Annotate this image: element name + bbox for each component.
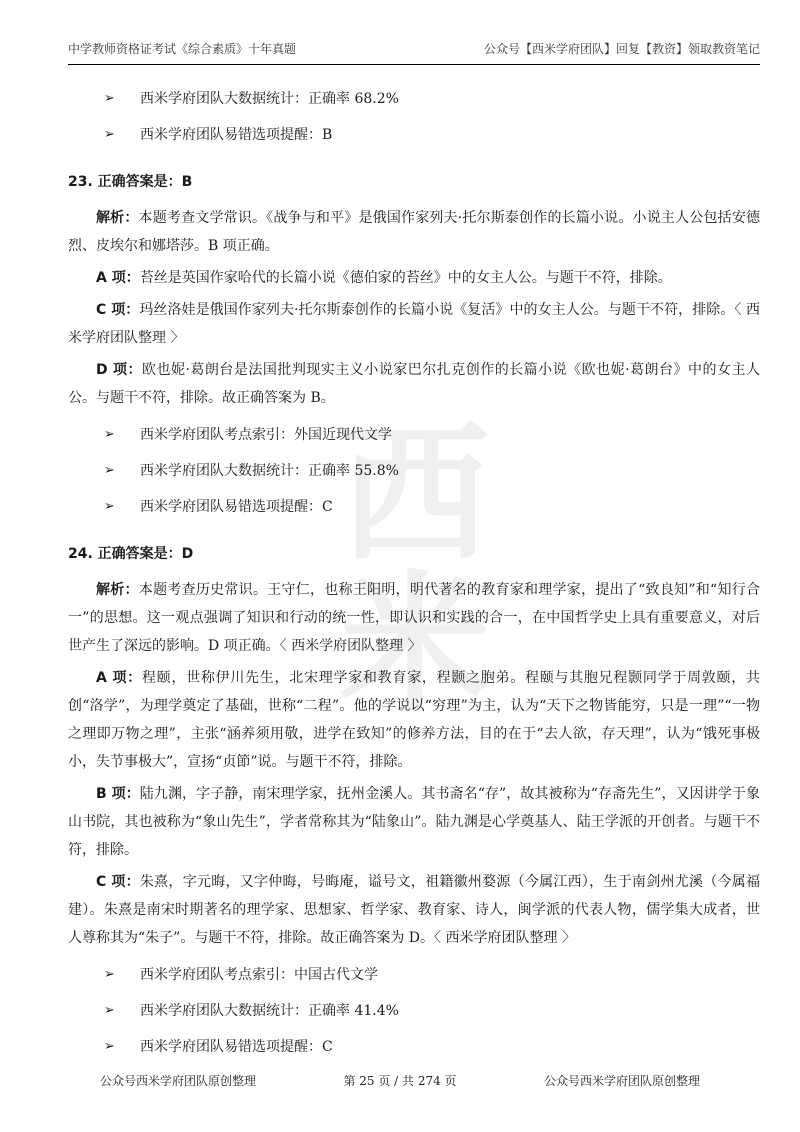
watermark-logo: 西米 xyxy=(339,408,490,732)
question-23-title: 23. 正确答案是：B xyxy=(68,174,193,190)
list-item: ➢ 西米学府团队易错选项提醒：C xyxy=(104,498,333,515)
list-item: ➢ 西米学府团队大数据统计：正确率 68.2% xyxy=(104,90,399,107)
page-content xyxy=(68,80,760,1064)
arrow-bullet-icon: ➢ xyxy=(104,126,115,142)
q24-option-b: B 项：陆九渊，字子静，南宋理学家，抚州金溪人。其书斋名“存”，故其被称为“存斋先生”，又因讲学于象山书院，其也被称为“象山先生”，学者常称其为“陆象山”。陆九渊是心学奠基人、陆王学派的开创者。与题干不符，排除。 xyxy=(68,786,760,858)
arrow-bullet-icon: ➢ xyxy=(104,462,115,478)
arrow-bullet-icon: ➢ xyxy=(104,90,115,106)
page-footer xyxy=(100,1072,700,1089)
q24-analysis: 解析：本题考查历史常识。王守仁，也称王阳明，明代著名的教育家和理学家，提出了“致良知”和“知行合一”的思想。这一观点强调了知识和行动的统一性，即认识和实践的合一，在中国哲学史上具有重要意义，对后世产生了深远的影响。D 项正确。〈 西米学府团队整理 〉 xyxy=(68,582,760,654)
q23-analysis: 解析：本题考查文学常识。《战争与和平》是俄国作家列夫·托尔斯泰创作的长篇小说。小说主人公包括安德烈、皮埃尔和娜塔莎。B 项正确。 xyxy=(68,210,760,254)
arrow-bullet-icon: ➢ xyxy=(104,426,115,442)
q23-option-a: A 项：苔丝是英国作家哈代的长篇小说《德伯家的苔丝》中的女主人公。与题干不符，排除。 xyxy=(96,270,672,286)
list-item: ➢ 西米学府团队易错选项提醒：B xyxy=(104,126,333,143)
header-right: 公众号【西米学府团队】回复【教资】领取教资笔记 xyxy=(483,42,760,56)
arrow-bullet-icon: ➢ xyxy=(104,1002,115,1018)
q24-option-a: A 项：程颐，世称伊川先生，北宋理学家和教育家，程颢之胞弟。程颐与其胞兄程颢同学于周敦颐，共创“洛学”，为理学奠定了基础，世称“二程”。他的学说以“穷理”为主，认为“天下之物皆能穷，只是一理”“一物之理即万物之理”，主张“涵养须用敬，进学在致知”的修养方法，目的在于“去人欲，存天理”，认为“饿死事极小，失节事极大”，宣扬“贞節”说。与题干不符，排除。 xyxy=(68,670,760,770)
header-divider xyxy=(68,64,760,65)
list-item: ➢ 西米学府团队考点索引：外国近现代文学 xyxy=(104,426,392,443)
q24-option-c: C 项：朱熹，字元晦，又字仲晦，号晦庵，谥号文，祖籍徽州婺源（今属江西），生于南剑州尤溪（今属福建）。朱熹是南宋时期著名的理学家、思想家、哲学家、教育家、诗人，闽学派的代表人物，儒学集大成者，世人尊称其为“朱子”。与题干不符，排除。故正确答案为 D。〈 西米学府团队整理 〉 xyxy=(68,874,760,946)
list-item: ➢ 西米学府团队考点索引：中国古代文学 xyxy=(104,966,378,983)
arrow-bullet-icon: ➢ xyxy=(104,498,115,514)
question-24-title: 24. 正确答案是：D xyxy=(68,546,194,562)
footer-right: 公众号西米学府团队原创整理 xyxy=(543,1074,700,1088)
arrow-bullet-icon: ➢ xyxy=(104,1038,115,1054)
page-header xyxy=(68,40,760,60)
q23-option-c: C 项：玛丝洛娃是俄国作家列夫·托尔斯泰创作的长篇小说《复活》中的女主人公。与题干不符，排除。〈 西米学府团队整理 〉 xyxy=(68,302,760,346)
header-left: 中学教师资格证考试《综合素质》十年真题 xyxy=(68,42,297,56)
q23-option-d: D 项：欧也妮·葛朗台是法国批判现实主义小说家巴尔扎克创作的长篇小说《欧也妮·葛朗台》中的女主人公。与题干不符，排除。故正确答案为 B。 xyxy=(68,362,760,406)
list-item: ➢ 西米学府团队易错选项提醒：C xyxy=(104,1038,333,1055)
arrow-bullet-icon: ➢ xyxy=(104,966,115,982)
list-item: ➢ 西米学府团队大数据统计：正确率 41.4% xyxy=(104,1002,399,1019)
footer-left: 公众号西米学府团队原创整理 xyxy=(100,1074,257,1088)
list-item: ➢ 西米学府团队大数据统计：正确率 55.8% xyxy=(104,462,399,479)
page-number: 第 25 页 / 共 274 页 xyxy=(343,1074,457,1088)
